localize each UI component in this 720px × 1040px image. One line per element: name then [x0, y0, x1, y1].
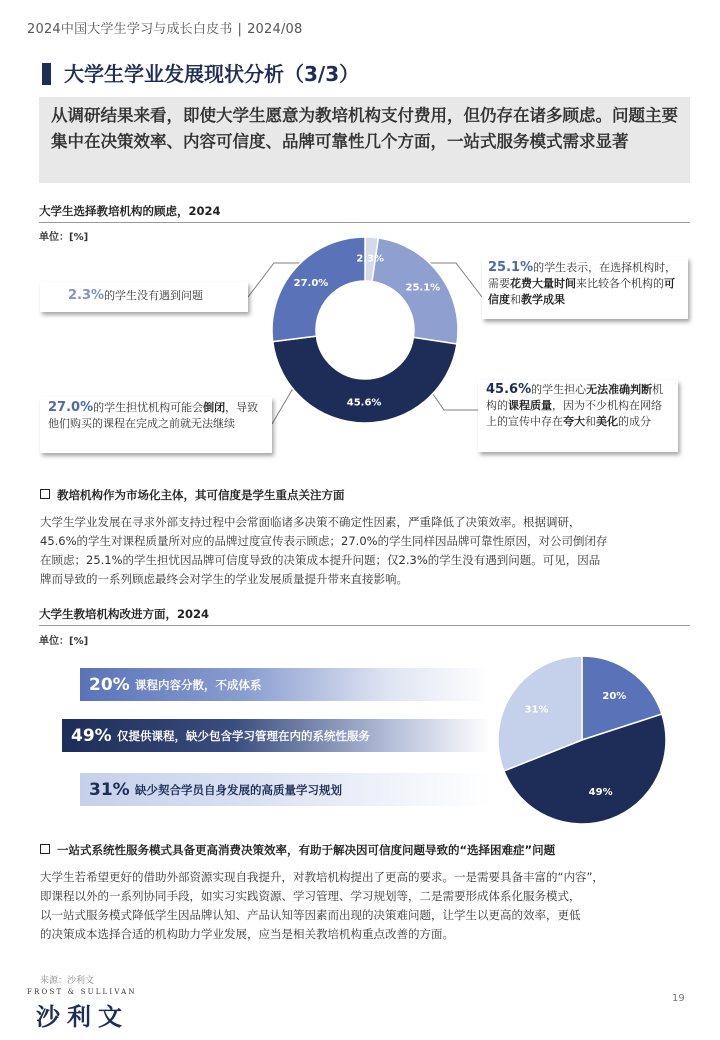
callout-text: 和 [585, 415, 596, 428]
callout-emphasis: 美化 [596, 415, 618, 428]
pie-slice [272, 237, 365, 342]
callout-emphasis: 花费大量时间 [510, 277, 576, 290]
pie-slice [273, 336, 457, 423]
slice-label: 25.1% [405, 282, 441, 294]
chart1-unit: 单位：[%] [39, 232, 89, 243]
report-title: 2024中国大学生学习与成长白皮书 [27, 22, 233, 37]
paragraph-line: 45.6%的学生对课程质量所对应的品牌过度宣传表示顾虑；27.0%的学生同样因品牌可靠性原因，对公司倒闭存 [40, 534, 608, 548]
header-separator: | [237, 22, 243, 37]
paragraph-line: 的决策成本选择合适的机构助力学业发展，应当是相关教培机构重点改善的方面。 [40, 927, 454, 941]
callout-text: 的学生担忧机构可能会 [93, 401, 204, 414]
slice-label: 49% [588, 787, 613, 799]
chart1-title: 大学生选择教培机构的顾虑，2024 [39, 204, 221, 218]
logo-english: FROST & SULLIVAN [27, 988, 137, 996]
bar-no-planning [80, 773, 490, 806]
callout-closure [40, 397, 272, 453]
bar-pct: 20% [89, 674, 130, 695]
bar-text: 缺少契合学员自身发展的高质量学习规划 [135, 782, 342, 797]
paragraph-line: 大学生若希望更好的借助外部资源实现自我提升，对教培机构提出了更高的要求。一是需要具备丰富的“内容”， [40, 870, 604, 884]
bar-text: 课程内容分散，不成体系 [135, 677, 262, 692]
callout-text: 的学生没有遇到问题 [104, 289, 204, 302]
bar-no-system-service [62, 719, 490, 752]
callout-text: 和 [510, 293, 521, 306]
slice-label: 31% [524, 704, 549, 716]
section1-heading [40, 487, 345, 503]
source-note: 来源：沙利文 [40, 976, 95, 986]
divider [39, 625, 690, 626]
callout-emphasis: 夸大 [563, 415, 585, 428]
bar-pct: 49% [71, 725, 112, 746]
callout-text: 的学生表示，在选择机构时，需要 [488, 261, 677, 290]
paragraph-line: 以一站式服务模式降低学生因品牌认知、产品认知等因素而出现的决策难问题，让学生以更高的效率，更低 [40, 908, 581, 922]
bar-course-scattered [80, 668, 490, 701]
page-title: 大学生学业发展现状分析（3/3） [64, 62, 360, 86]
callout-trust [482, 257, 688, 319]
paragraph-line: 大学生学业发展在寻求外部支持过程中会常面临诸多决策不确定性因素，严重降低了决策效率。根据调研， [40, 515, 581, 529]
callout-emphasis: 教学成果 [521, 293, 565, 306]
callout-no-problem [40, 282, 248, 312]
section2-paragraph [40, 868, 690, 944]
callout-text: ，导致他们购买的课程在完成之前就无法继续 [48, 401, 259, 430]
page-number: 19 [672, 993, 685, 1004]
callout-pct: 2.3% [68, 288, 105, 303]
checkbox-bullet-icon [40, 489, 50, 499]
chart2-unit: 单位：[%] [39, 636, 89, 647]
summary-box: 从调研结果来看，即使大学生愿意为教培机构支付费用，但仍存在诸多顾虑。问题主要集中在决策效率、内容可信度、品牌可靠性几个方面，一站式服务模式需求显著 [39, 97, 690, 183]
section2-heading-text: 一站式系统性服务模式具备更高消费决策效率，有助于解决因可信度问题导致的“选择困难症”问题 [57, 843, 556, 857]
callout-text: 的学生担心 [531, 383, 587, 396]
section2-heading [40, 842, 555, 858]
callout-emphasis: 无法准确判断 [586, 383, 653, 396]
connector-closure [272, 390, 300, 424]
callout-emphasis: 倒闭 [203, 401, 226, 414]
report-date: 2024/08 [247, 22, 303, 37]
callout-text: 的成分 [618, 415, 651, 428]
section1-paragraph [40, 513, 690, 589]
callout-quality [478, 380, 678, 452]
callout-pct: 45.6% [486, 382, 532, 397]
slice-label: 27.0% [293, 277, 329, 289]
callout-pct: 27.0% [48, 400, 94, 415]
callout-emphasis: 可信度 [488, 277, 675, 306]
chart2-title: 大学生教培机构改进方面，2024 [39, 607, 210, 621]
logo-chinese: 沙利文 [36, 1003, 129, 1031]
pie-chart [490, 650, 680, 830]
callout-emphasis: 课程质量 [508, 399, 552, 412]
callout-pct: 25.1% [488, 260, 534, 275]
paragraph-line: 在顾虑；25.1%的学生担忧因品牌可信度导致的决策成本提升问题；仅2.3%的学生没有遇到问题。可见，因品 [40, 553, 601, 567]
bar-pct: 31% [89, 779, 130, 800]
callout-text: 机构的 [486, 383, 664, 412]
slice-label: 2.3% [356, 253, 385, 265]
bar-text: 仅提供课程，缺少包含学习管理在内的系统性服务 [117, 728, 370, 743]
checkbox-bullet-icon [40, 844, 50, 854]
callout-text: ，因为不少机构在网络上的宣传中存在 [486, 399, 662, 428]
section1-heading-text: 教培机构作为市场化主体，其可信度是学生重点关注方面 [57, 488, 345, 502]
callout-text: 来比较各个机构的 [576, 277, 664, 290]
paragraph-line: 牌而导致的一系列顾虑最终会对学生的学业发展质量提升带来直接影响。 [40, 572, 408, 586]
slice-label: 20% [602, 691, 627, 703]
slice-label: 45.6% [346, 397, 382, 409]
paragraph-line: 即课程以外的一系列协同手段，如实习实践资源、学习管理、学习规划等，二是需要形成体系化服务模式， [40, 889, 581, 903]
